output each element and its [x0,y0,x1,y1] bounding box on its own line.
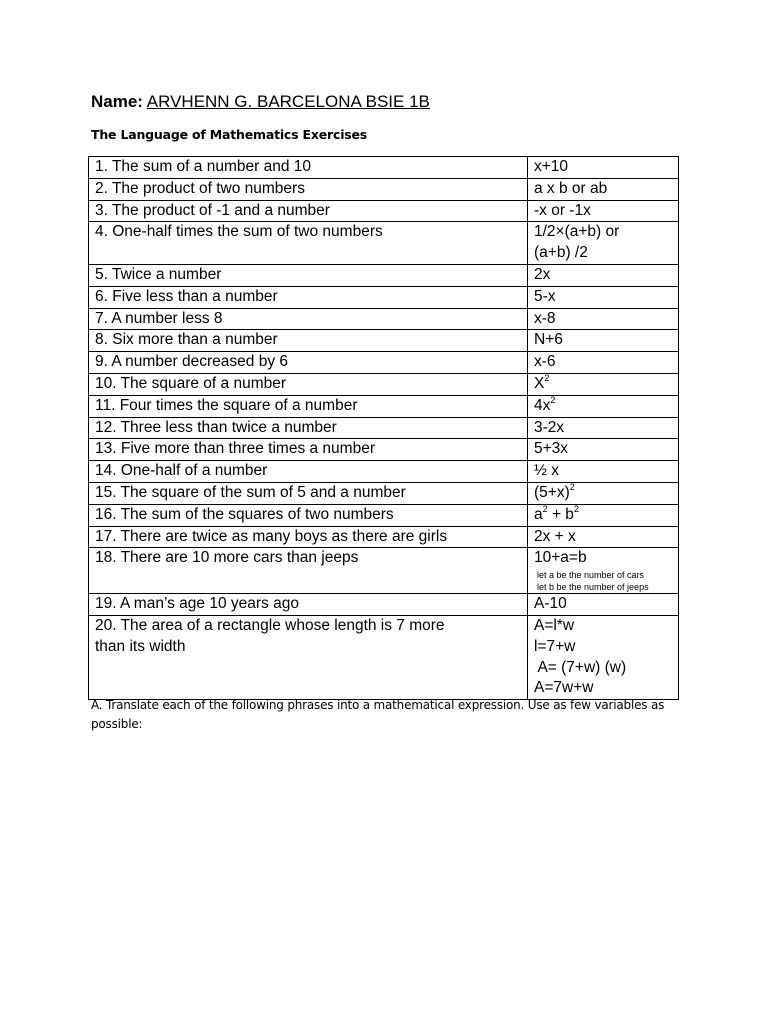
superscript: 2 [569,482,575,492]
expression-cell: A-10 [528,594,679,616]
expression-cell [528,548,679,594]
expression-cell: 5+3x [528,439,679,461]
expression-base: (5+x) [534,483,570,501]
phrase-cell: 1. The sum of a number and 10 [89,157,528,179]
expression-line: l=7+w [534,637,576,655]
superscript: 2 [542,504,548,514]
name-value: ARVHENN G. BARCELONA BSIE 1B [146,92,430,111]
phrase-cell: 14. One-half of a number [89,461,528,483]
expression-line: A= (7+w) (w) [534,658,627,676]
expression-cell: a x b or ab [528,178,679,200]
table-row [89,330,679,352]
phrase-cell: 16. The sum of the squares of two numbers [89,504,528,526]
name-label: Name: [91,92,143,111]
expression-line: 10+a=b [534,549,587,567]
expression-cell: 2x [528,264,679,286]
phrase-cell: 17. There are twice as many boys as there are girls [89,526,528,548]
table-row [89,526,679,548]
table-row [89,594,679,616]
expression-base: 4x [534,396,551,414]
expression-line: A=l*w [534,616,575,634]
expression-cell [528,615,679,699]
table-row [89,439,679,461]
phrase-cell: 8. Six more than a number [89,330,528,352]
phrase-cell: 7. A number less 8 [89,308,528,330]
phrase-cell: 19. A man’s age 10 years ago [89,594,528,616]
name-line [91,92,430,112]
table-row [89,461,679,483]
phrase-cell: 10. The square of a number [89,373,528,395]
phrase-cell: 6. Five less than a number [89,286,528,308]
expression-line: A=7w+w [534,679,594,697]
table-row [89,200,679,222]
phrase-cell: 3. The product of -1 and a number [89,200,528,222]
expression-cell: x+10 [528,157,679,179]
expression-line: 1/2×(a+b) or [534,223,620,241]
expression-cell [528,222,679,265]
expression-note: let b be the number of jeeps [537,582,649,593]
phrase-cell: 15. The square of the sum of 5 and a number [89,482,528,504]
expression-cell: ½ x [528,461,679,483]
expression-base: a [534,505,543,523]
phrase-line: than its width [95,637,186,655]
expression-cell: x-8 [528,308,679,330]
expression-cell: 2x + x [528,526,679,548]
phrase-cell: 9. A number decreased by 6 [89,352,528,374]
expression-cell: -x or -1x [528,200,679,222]
table-row [89,373,679,395]
phrase-cell: 11. Four times the square of a number [89,395,528,417]
table-row [89,417,679,439]
expression-cell: 3-2x [528,417,679,439]
table-row [89,286,679,308]
instruction-text: A. Translate each of the following phrases into a mathematical expression. Use as few variables as possible: [91,698,665,731]
phrase-line: 20. The area of a rectangle whose length is 7 more [95,616,445,634]
table-row [89,264,679,286]
superscript: 2 [550,395,556,405]
expression-cell [528,395,679,417]
phrase-cell: 18. There are 10 more cars than jeeps [89,548,528,594]
expression-cell [528,504,679,526]
expression-cell [528,373,679,395]
table-row [89,548,679,594]
phrase-cell: 13. Five more than three times a number [89,439,528,461]
table-row [89,482,679,504]
phrase-cell: 2. The product of two numbers [89,178,528,200]
superscript: 2 [544,373,550,383]
expression-base: X [534,374,545,392]
table-row [89,308,679,330]
table-row [89,157,679,179]
phrase-cell: 4. One-half times the sum of two numbers [89,222,528,265]
phrase-cell: 12. Three less than twice a number [89,417,528,439]
table-row [89,615,679,699]
phrase-cell [89,615,528,699]
table-row [89,352,679,374]
expression-line: (a+b) /2 [534,244,588,262]
document-title: The Language of Mathematics Exercises [91,127,368,142]
table-row [89,504,679,526]
expression-cell: N+6 [528,330,679,352]
expression-note: let a be the number of cars [537,570,645,581]
expression-cell: x-6 [528,352,679,374]
table-row [89,395,679,417]
table-row [89,178,679,200]
superscript: 2 [573,504,579,514]
expression-base: + b [547,505,574,523]
exercise-table [88,156,679,700]
expression-cell [528,482,679,504]
phrase-cell: 5. Twice a number [89,264,528,286]
table-row [89,222,679,265]
expression-cell: 5-x [528,286,679,308]
